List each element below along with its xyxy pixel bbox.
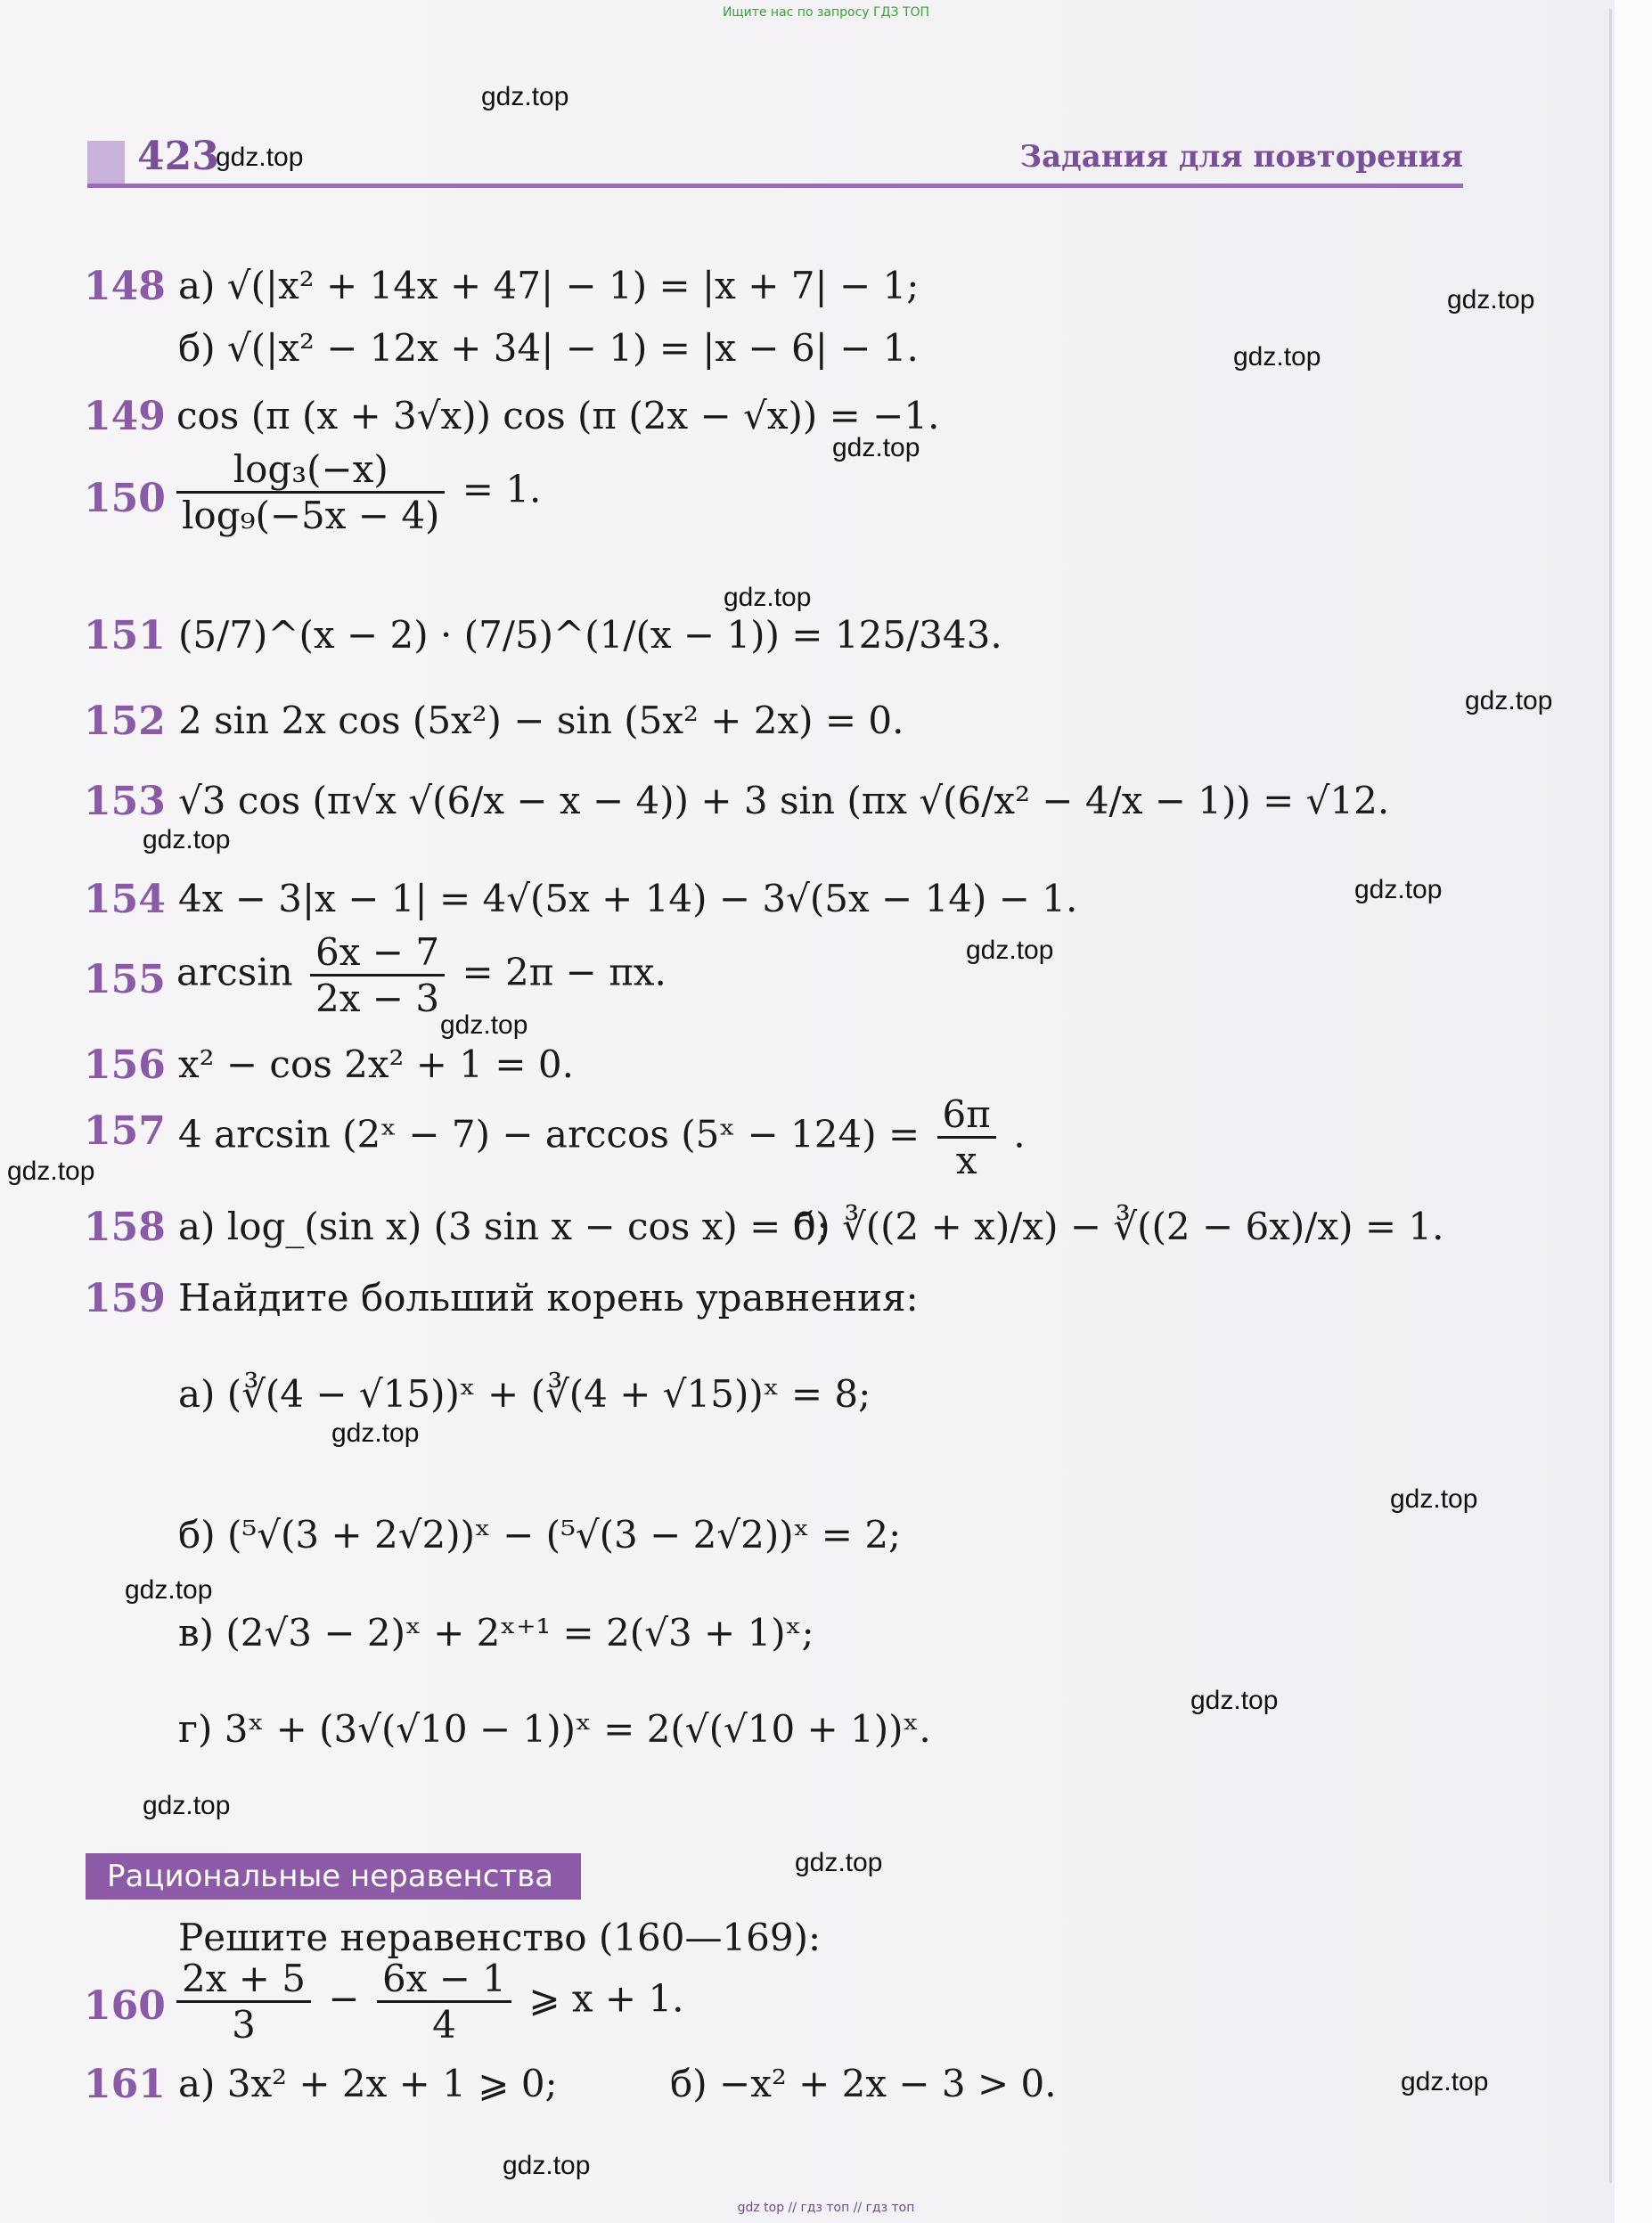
problem-number: 152 <box>84 699 166 744</box>
problem-number: 156 <box>84 1042 166 1088</box>
problem-number: 150 <box>84 476 166 521</box>
watermark: gdz.top <box>1190 1686 1279 1715</box>
page-right-margin <box>1615 0 1652 2223</box>
problem-149: cos (π (x + 3√x)) cos (π (2x − √x)) = −1. <box>176 394 940 437</box>
problem-number: 154 <box>84 877 166 922</box>
watermark: gdz.top <box>795 1848 883 1877</box>
fraction-numerator: 6π <box>937 1092 996 1139</box>
watermark: gdz.top <box>7 1156 95 1186</box>
top-link-text[interactable]: Ищите нас по запросу ГДЗ ТОП <box>722 5 930 20</box>
problem-number: 159 <box>84 1276 166 1321</box>
watermark: gdz.top <box>216 143 304 172</box>
section-intro: Решите неравенство (160—169): <box>178 1916 822 1959</box>
fraction <box>377 1957 511 2047</box>
arcsin-label: arcsin <box>176 950 293 994</box>
problem-159-b: б) (⁵√(3 + 2√2))ˣ − (⁵√(3 − 2√2))ˣ = 2; <box>178 1513 902 1557</box>
bottom-link-text[interactable]: gdz top // гдз топ // гдз топ <box>737 2201 915 2215</box>
fraction-denominator: 2x − 3 <box>315 977 440 1020</box>
watermark: gdz.top <box>724 583 812 612</box>
problem-number: 157 <box>84 1108 166 1154</box>
fraction <box>937 1092 996 1182</box>
problem-number: 155 <box>84 957 166 1002</box>
watermark: gdz.top <box>481 82 569 111</box>
problem-159-a: а) (∛(4 − √15))ˣ + (∛(4 + √15))ˣ = 8; <box>178 1372 871 1416</box>
problem-number: 160 <box>84 1983 166 2029</box>
problem-150 <box>171 447 541 537</box>
fraction-denominator: 4 <box>432 2003 456 2047</box>
page-edge-line <box>1609 9 1612 2183</box>
watermark: gdz.top <box>966 936 1054 965</box>
problem-158-a: а) log_(sin x) (3 sin x − cos x) = 0; <box>178 1205 830 1248</box>
watermark: gdz.top <box>1447 285 1535 315</box>
problem-151: (5/7)^(x − 2) · (7/5)^(1/(x − 1)) = 125/343. <box>178 613 1002 657</box>
header-divider <box>87 184 1463 188</box>
problem-161-a: а) 3x² + 2x + 1 ⩾ 0; <box>178 2062 558 2105</box>
watermark: gdz.top <box>1401 2067 1489 2096</box>
inequality-rest: ⩾ x + 1. <box>528 1976 684 2021</box>
page-header-marker <box>87 141 125 184</box>
watermark: gdz.top <box>125 1575 213 1605</box>
page-header-title: Задания для повторения <box>1019 139 1463 175</box>
fraction <box>310 930 445 1020</box>
fraction-denominator: log₉(−5x − 4) <box>182 494 440 537</box>
fraction-denominator: x <box>955 1139 977 1182</box>
fraction <box>176 447 445 537</box>
problem-159-v: в) (2√3 − 2)ˣ + 2ˣ⁺¹ = 2(√3 + 1)ˣ; <box>178 1611 814 1655</box>
problem-152: 2 sin 2x cos (5x²) − sin (5x² + 2x) = 0. <box>178 699 904 742</box>
problem-number: 149 <box>84 394 166 439</box>
watermark: gdz.top <box>1354 875 1443 904</box>
fraction-numerator: 6x − 7 <box>310 930 445 977</box>
fraction-numerator: log₃(−x) <box>176 447 445 494</box>
problem-number: 151 <box>84 613 166 658</box>
problem-157: 4 arcsin (2ˣ − 7) − arccos (5ˣ − 124) = $\frac{6\pi}{x}$ . <box>178 1092 1026 1182</box>
equation-rest: = 1. <box>462 467 542 511</box>
problem-156: x² − cos 2x² + 1 = 0. <box>178 1042 574 1086</box>
problem-154: 4x − 3|x − 1| = 4√(5x + 14) − 3√(5x − 14) − 1. <box>178 877 1078 920</box>
watermark: gdz.top <box>1465 686 1553 715</box>
problem-158-b: б) ∛((2 + x)/x) − ∛((2 − 6x)/x) = 1. <box>793 1205 1444 1248</box>
problem-148-b: б) √(|x² − 12x + 34| − 1) = |x − 6| − 1. <box>178 326 919 370</box>
watermark: gdz.top <box>440 1010 528 1040</box>
problem-159-title: Найдите больший корень уравнения: <box>178 1276 919 1320</box>
problem-153: √3 cos (π√x √(6/x − x − 4)) + 3 sin (πx √(6/x² − 4/x − 1)) = √12. <box>178 779 1390 822</box>
problem-number: 158 <box>84 1205 166 1250</box>
section-title: Рациональные неравенства <box>107 1859 554 1894</box>
problem-160: $\frac{2x + 5}{3}$ − $\frac{6x - 1}{4}$ ⩾ x + 1. <box>171 1957 684 2047</box>
problem-159-g: г) 3ˣ + (3√(√10 − 1))ˣ = 2(√(√10 + 1))ˣ. <box>178 1707 931 1751</box>
problem-number: 148 <box>84 264 166 309</box>
watermark: gdz.top <box>1390 1484 1478 1514</box>
page-number: 423 <box>137 134 219 179</box>
problem-number: 153 <box>84 779 166 824</box>
watermark: gdz.top <box>503 2151 591 2180</box>
watermark: gdz.top <box>143 825 231 854</box>
watermark: gdz.top <box>832 433 920 462</box>
fraction <box>176 1957 311 2047</box>
equation-rest: = 2π − πx. <box>462 950 667 994</box>
fraction-numerator: 2x + 5 <box>176 1957 311 2003</box>
equation-left: 4 arcsin (2ˣ − 7) − arccos (5ˣ − 124) = <box>178 1112 920 1156</box>
problem-148-a: а) √(|x² + 14x + 47| − 1) = |x + 7| − 1; <box>178 264 920 307</box>
problem-161-b: б) −x² + 2x − 3 > 0. <box>670 2062 1057 2105</box>
problem-155 <box>176 930 667 1020</box>
fraction-numerator: 6x − 1 <box>377 1957 511 2003</box>
watermark: gdz.top <box>1233 342 1321 372</box>
problem-number: 161 <box>84 2062 166 2107</box>
watermark: gdz.top <box>331 1418 420 1448</box>
fraction-denominator: 3 <box>232 2003 256 2047</box>
watermark: gdz.top <box>143 1791 231 1820</box>
